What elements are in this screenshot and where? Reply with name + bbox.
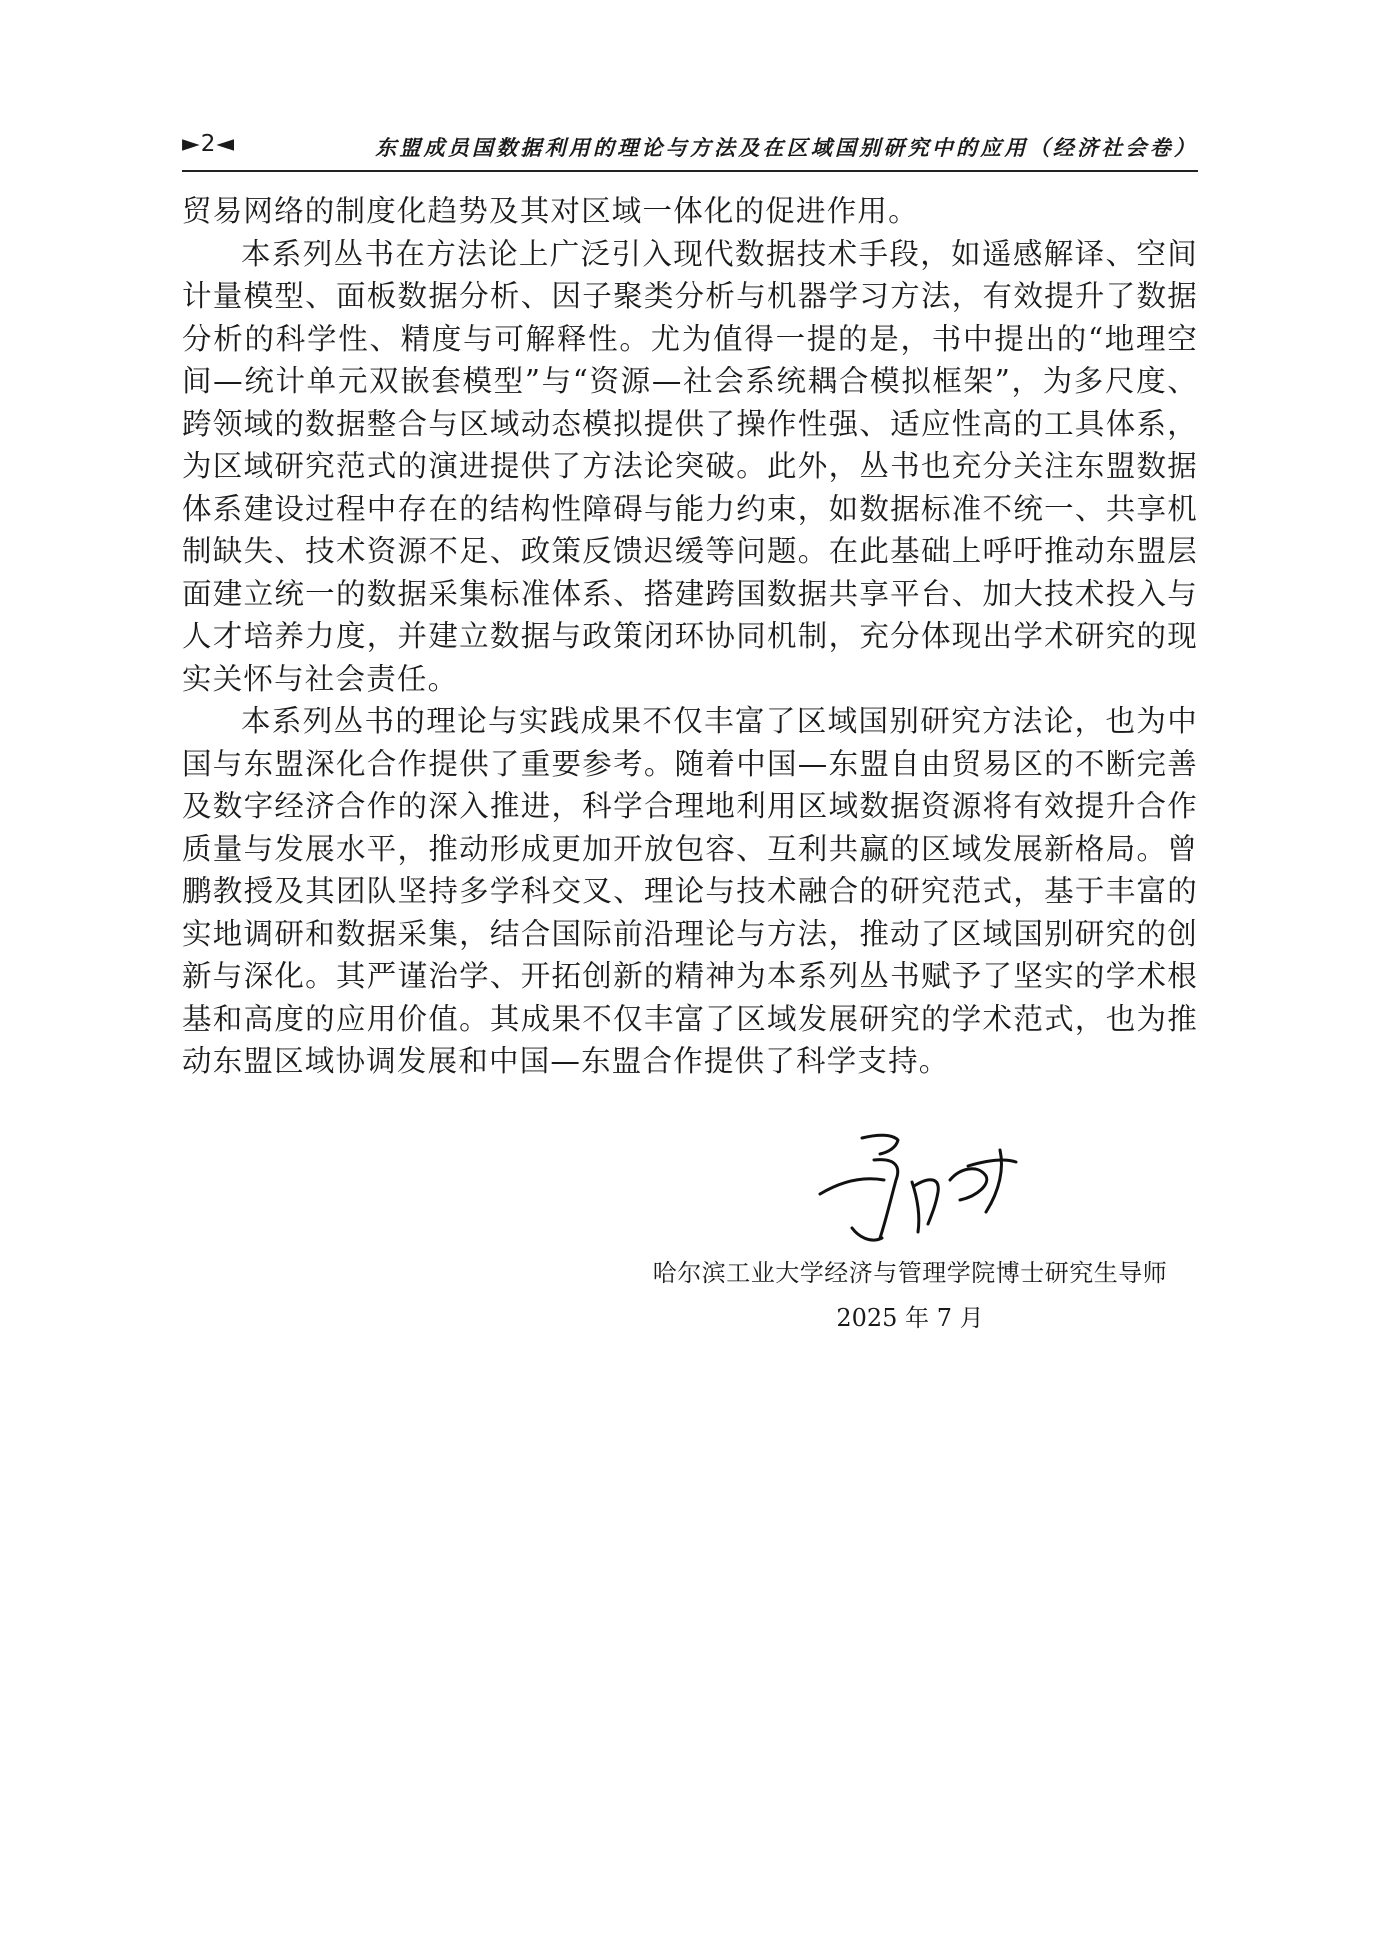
paragraph: 本系列丛书的理论与实践成果不仅丰富了区域国别研究方法论，也为中国与东盟深化合作提供了重要参考。随着中国—东盟自由贸易区的不断完善及数字经济合作的深入推进，科学合理地利用区域数据资源将有效提升合作质量与发展水平，推动形成更加开放包容、互利共赢的区域发展新格局。曾鹏教授及其团队坚持多学科交叉、理论与技术融合的研究范式，基于丰富的实地调研和数据采集，结合国际前沿理论与方法，推动了区域国别研究的创新与深化。其严谨治学、开拓创新的精神为本系列丛书赋予了坚实的学术根基和高度的应用价值。其成果不仅丰富了区域发展研究的学术范式，也为推动东盟区域协调发展和中国—东盟合作提供了科学支持。 [182, 704, 1198, 1078]
running-header [182, 128, 1198, 168]
body-text [182, 190, 1198, 1083]
signature-date: 2025 年 7 月 [836, 1304, 984, 1332]
header-rule [182, 170, 1198, 172]
page-number: ►2◄ [182, 131, 236, 157]
handwritten-signature [800, 1120, 1040, 1250]
running-title: 东盟成员国数据利用的理论与方法及在区域国别研究中的应用（经济社会卷） [375, 136, 1198, 160]
signatory-title: 哈尔滨工业大学经济与管理学院博士研究生导师 [652, 1259, 1168, 1287]
paragraph: 贸易网络的制度化趋势及其对区域一体化的促进作用。 [182, 194, 919, 228]
paragraph: 本系列丛书在方法论上广泛引入现代数据技术手段，如遥感解译、空间计量模型、面板数据分析、因子聚类分析与机器学习方法，有效提升了数据分析的科学性、精度与可解释性。尤为值得一提的是，书中提出的“地理空间—统计单元双嵌套模型”与“资源—社会系统耦合模拟框架”，为多尺度、跨领域的数据整合与区域动态模拟提供了操作性强、适应性高的工具体系，为区域研究范式的演进提供了方法论突破。此外，丛书也充分关注东盟数据体系建设过程中存在的结构性障碍与能力约束，如数据标准不统一、共享机制缺失、技术资源不足、政策反馈迟缓等问题。在此基础上呼吁推动东盟层面建立统一的数据采集标准体系、搭建跨国数据共享平台、加大技术投入与人才培养力度，并建立数据与政策闭环协同机制，充分体现出学术研究的现实关怀与社会责任。 [182, 236, 1198, 696]
